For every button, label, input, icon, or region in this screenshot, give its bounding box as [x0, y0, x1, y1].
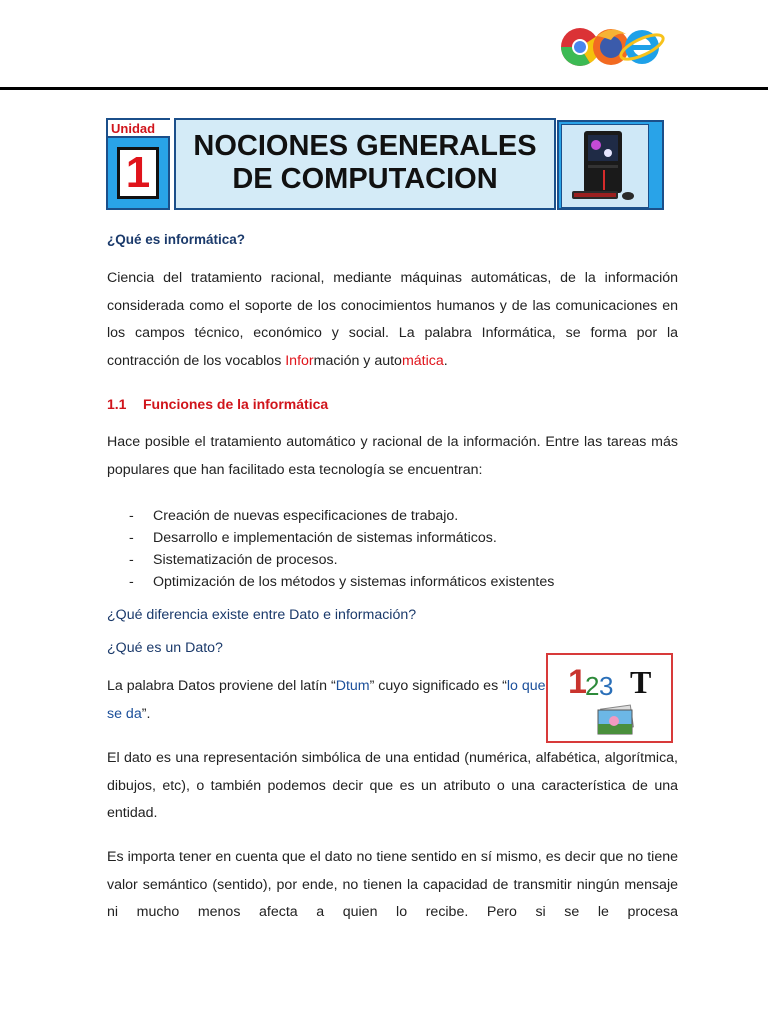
unit-label: Unidad: [108, 120, 170, 138]
digit-one: 1: [568, 663, 587, 701]
functions-list: [107, 505, 554, 593]
data-symbols-image: [546, 653, 673, 743]
latin-word: Dtum: [335, 678, 370, 694]
letter-t: T: [630, 664, 652, 700]
chapter-title-line2: DE COMPUTACION: [232, 163, 498, 195]
header-rule: [0, 87, 768, 90]
list-item: - Sistematización de procesos.: [129, 552, 338, 568]
highlight-infor: Infor: [285, 352, 314, 369]
data-meaning: lo que se da: [107, 678, 546, 722]
desktop-computer-icon: [561, 124, 649, 208]
highlight-matica: mática: [401, 352, 444, 369]
definition-text: Ciencia del tratamiento racional, mediante máquinas automáticas, de la información considerada como el soporte de los conocimientos humanos y de las comunicaciones en los campos técnico, económico y social. La palabra Informática, se forma por la contracción de los vocablos: [107, 270, 678, 369]
paragraph-data-definition: El dato es una representación simbólica de una entidad (numérica, alfabética, algorítmica, dibujos, etc), o también podemos decir que es un atributo o una característica de una entidad.: [107, 750, 678, 821]
list-item: - Optimización de los métodos y sistemas informáticos existentes: [129, 574, 555, 590]
chapter-title: [174, 118, 556, 210]
internet-explorer-logo-icon: [618, 30, 666, 64]
chapter-title-line1: NOCIONES GENERALES: [193, 130, 537, 162]
paragraph-informatics-definition: [107, 265, 678, 375]
paragraph-functions: Hace posible el tratamiento automático y racional de la información. Entre las tareas más populares que han facilitado esta tecnología se encuentran:: [107, 434, 678, 478]
section-title: Funciones de la informática: [143, 396, 329, 412]
definition-period: .: [443, 352, 448, 369]
list-item: - Desarrollo e implementación de sistemas informáticos.: [129, 530, 497, 546]
paragraph-data-meaning: Es importa tener en cuenta que el dato no tiene sentido en sí mismo, es decir que no tiene valor semántico (sentido), por ende, no tienen la capacidad de transmitir ningún mensaje ni mucho menos afecta a quien lo recibe. Pero si se le procesa: [107, 849, 678, 920]
digit-two: 2: [585, 671, 600, 701]
question-what-is-data: ¿Qué es un Dato?: [107, 640, 223, 656]
section-number: 1.1: [107, 396, 127, 412]
computer-image-frame: [557, 120, 664, 210]
digit-three: 3: [599, 671, 614, 701]
unit-number: 1: [117, 147, 159, 199]
question-data-vs-information: ¿Qué diferencia existe entre Dato e información?: [107, 607, 417, 623]
definition-text-mid: mación y auto: [313, 352, 402, 369]
browser-logos: [556, 22, 666, 72]
question-what-is-informatics: ¿Qué es informática?: [107, 232, 246, 247]
section-heading-functions: [107, 396, 328, 412]
paragraph-data-origin: La palabra Datos proviene del latín “Dtum” cuyo significado es “lo que se da”.: [107, 678, 546, 722]
unit-banner: [106, 118, 664, 210]
photo-stack-icon: [598, 705, 633, 734]
list-item: - Creación de nuevas especificaciones de trabajo.: [129, 508, 459, 524]
unit-box: [106, 118, 170, 210]
